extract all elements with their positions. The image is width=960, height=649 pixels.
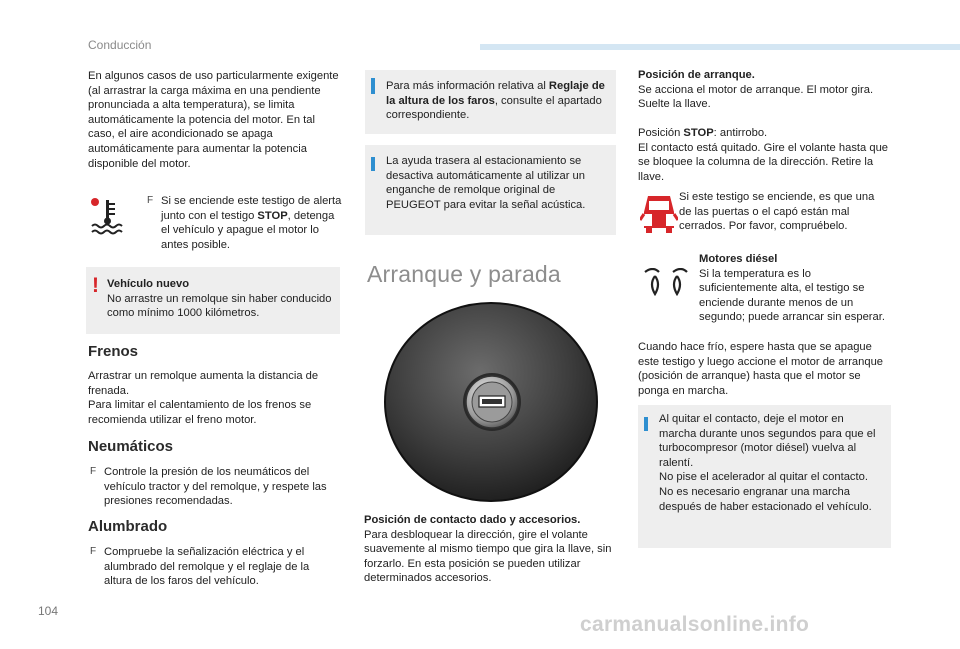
col1-intro xyxy=(88,69,340,171)
new-vehicle-warning-box xyxy=(86,267,340,334)
diesel-text: Si la temperatura es lo suficientemente alta, el testigo se enciende durante menos de un segundo; puede arrancar sin esperar. xyxy=(699,267,885,324)
parking-info-text: La ayuda trasera al estacionamiento se desactiva automáticamente al utilizar un enganche de remolque original de PEUGEOT para evitar la señal acústica. xyxy=(386,155,586,211)
diesel-block xyxy=(699,252,889,325)
ignition-lock-icon xyxy=(378,300,604,505)
bullet-glyph: F xyxy=(90,546,97,557)
tyres-heading: Neumáticos xyxy=(88,438,174,455)
stop-text: El contacto está quitado. Gire el volante hasta que se bloquee la columna de la dirección. Retire la llave. xyxy=(638,141,889,183)
door-open-icon xyxy=(640,190,678,234)
new-vehicle-title: Vehículo nuevo xyxy=(107,278,190,290)
warning-exclamation-icon: ! xyxy=(92,274,99,297)
cold-start-text: Cuando hace frío, espere hasta que se apague este testigo y luego accione el motor de arranque (posición de arranque) hasta que el motor se ponga en marcha. xyxy=(638,341,884,397)
intro-text: En algunos casos de uso particularmente exigente (al arrastrar la carga máxima en una pendiente pronunciada a alta temperatura), se limita automáticamente la potencia del motor. En tal caso, el aire acondicionado se apaga automáticamente para aumentar la potencia disponible del motor. xyxy=(88,70,339,170)
start-text: Se acciona el motor de arranque. El motor gira. Suelte la llave. xyxy=(638,83,874,111)
info-icon xyxy=(371,80,375,94)
bullet-glyph: F xyxy=(147,195,154,206)
brakes-text xyxy=(88,369,340,427)
headlamp-info-box xyxy=(365,70,616,134)
preheating-glow-plug-icon xyxy=(643,268,689,296)
stop-title: Posición STOP: antirrobo. xyxy=(638,127,768,139)
headlamp-info-text: Para más información relativa al Reglaje de la altura de los faros, consulte el apartado correspondiente. xyxy=(386,80,605,122)
ignition-caption xyxy=(364,513,620,586)
info-icon xyxy=(644,417,648,431)
door-warning-text: Si este testigo se enciende, es que una de las puertas o el capó están mal cerrados. Por favor, compruébelo. xyxy=(679,191,875,233)
parking-info-box xyxy=(365,145,616,235)
stop-position xyxy=(638,126,893,184)
bullet-glyph: F xyxy=(90,466,97,477)
brakes-p2: Para limitar el calentamiento de los frenos se recomienda utilizar el freno motor. xyxy=(88,399,312,426)
info-icon xyxy=(371,157,375,171)
brakes-heading: Frenos xyxy=(88,343,139,360)
watermark: carmanualsonline.info xyxy=(580,613,810,636)
brakes-p1: Arrastrar un remolque aumenta la distancia de frenada. xyxy=(88,370,319,397)
diesel-title: Motores diésel xyxy=(699,253,778,265)
ignition-caption-title: Posición de contacto dado y accesorios. xyxy=(364,514,581,526)
start-position xyxy=(638,68,893,112)
header-section-title: Conducción xyxy=(88,38,152,52)
turbo-info-box xyxy=(638,405,891,548)
page-number: 104 xyxy=(38,604,59,618)
lighting-heading: Alumbrado xyxy=(88,518,168,535)
coolant-temperature-icon xyxy=(88,196,128,236)
ignition-caption-text: Para desbloquear la dirección, gire el volante suavemente al mismo tiempo que gira la llave, sin forzarlo. En esta posición se pueden utilizar determinados accesorios. xyxy=(364,528,612,585)
section-title: Arranque y parada xyxy=(367,261,561,287)
tyres-item-text: Controle la presión de los neumáticos del vehículo tractor y del remolque, y respete las presiones recomendadas. xyxy=(104,466,327,508)
temp-warning-text: Si se enciende este testigo de alerta junto con el testigo STOP, detenga el vehículo y apague el motor lo antes posible. xyxy=(161,195,342,251)
start-title: Posición de arranque. xyxy=(638,69,755,81)
new-vehicle-text: No arrastre un remolque sin haber conducido como mínimo 1000 kilómetros. xyxy=(107,292,332,320)
info-icon-dot xyxy=(371,78,375,81)
lighting-item-text: Compruebe la señalización eléctrica y el alumbrado del remolque y el reglaje de la altura de los faros del vehículo. xyxy=(104,546,310,588)
header-bar xyxy=(480,44,960,50)
turbo-info-text: Al quitar el contacto, deje el motor en marcha durante unos segundos para que el turbocompresor (motor diésel) vuelva al ralentí. No pise el acelerador al quitar el contacto. No es necesario engranar una marcha después de haber estacionado el vehículo. xyxy=(659,413,876,513)
